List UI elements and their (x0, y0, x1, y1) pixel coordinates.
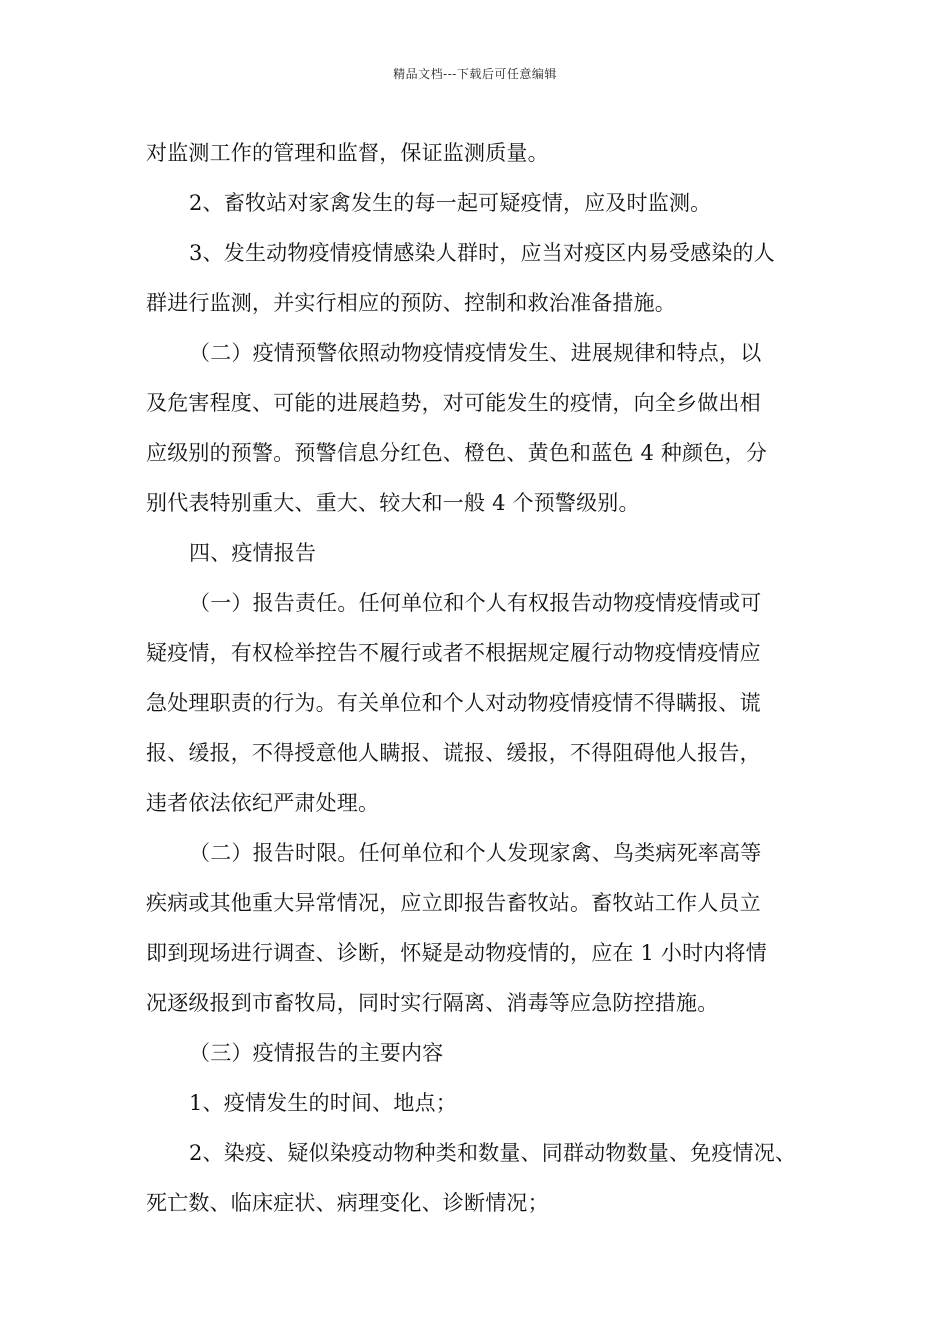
text-line: 及危害程度、可能的进展趋势，对可能发生的疫情，向全乡做出相 (146, 391, 761, 415)
section-heading: 四、疫情报告 (189, 541, 317, 565)
text-line: 3、发生动物疫情疫情感染人群时，应当对疫区内易受感染的人 (189, 241, 775, 265)
text-line: 急处理职责的行为。有关单位和个人对动物疫情疫情不得瞒报、谎 (146, 691, 761, 715)
text-line: 报、缓报，不得授意他人瞒报、谎报、缓报，不得阻碍他人报告， (146, 741, 761, 765)
document-body (146, 128, 818, 1228)
text-line: 死亡数、临床症状、病理变化、诊断情况； (146, 1191, 549, 1215)
list-item: 1、疫情发生的时间、地点； (189, 1091, 457, 1115)
text-line: 群进行监测，并实行相应的预防、控制和救治准备措施。 (146, 291, 676, 315)
text-line: 疾病或其他重大异常情况，应立即报告畜牧站。畜牧站工作人员立 (146, 891, 761, 915)
text-line: （二）报告时限。任何单位和个人发现家禽、鸟类病死率高等 (189, 841, 762, 865)
text-line: 别代表特别重大、重大、较大和一般 4 个预警级别。 (146, 491, 640, 515)
list-item: 2、染疫、疑似染疫动物种类和数量、同群动物数量、免疫情况、 (189, 1141, 797, 1165)
text-line: 应级别的预警。预警信息分红色、橙色、黄色和蓝色 4 种颜色，分 (146, 441, 767, 465)
text-line: 疑疫情，有权检举控告不履行或者不根据规定履行动物疫情疫情应 (146, 641, 761, 665)
page-header: 精品文档---下载后可任意编辑 (393, 67, 557, 81)
text-line: 2、畜牧站对家禽发生的每一起可疑疫情，应及时监测。 (189, 191, 712, 215)
text-line: （一）报告责任。任何单位和个人有权报告动物疫情疫情或可 (189, 591, 762, 615)
text-line: 况逐级报到市畜牧局，同时实行隔离、消毒等应急防控措施。 (146, 991, 719, 1015)
text-line: 违者依法依纪严肃处理。 (146, 791, 380, 815)
text-line: 即到现场进行调查、诊断，怀疑是动物疫情的，应在 1 小时内将情 (146, 941, 767, 965)
text-line: 对监测工作的管理和监督，保证监测质量。 (146, 141, 549, 165)
subsection-heading: （三）疫情报告的主要内容 (189, 1041, 444, 1065)
text-line: （二）疫情预警依照动物疫情疫情发生、进展规律和特点，以 (189, 341, 762, 365)
